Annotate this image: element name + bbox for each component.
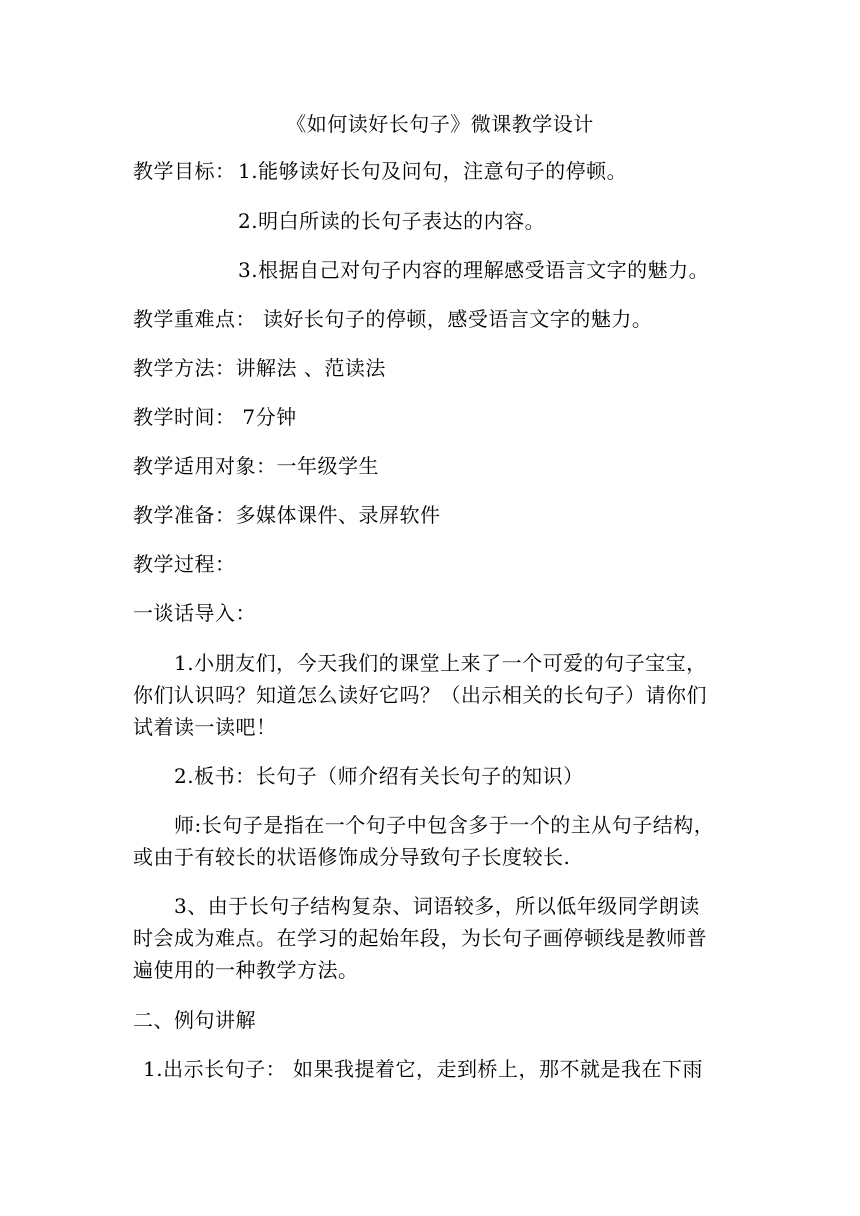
section-2-paragraph-1: 1.出示长句子： 如果我提着它，走到桥上，那不就是我在下雨 (143, 1057, 703, 1081)
teaching-time: 教学时间： 7分钟 (133, 405, 297, 429)
objective-item-3: 3.根据自己对句子内容的理解感受语言文字的魅力。 (238, 258, 710, 282)
teaching-methods: 教学方法：讲解法 、范读法 (133, 356, 386, 380)
section-1-heading: 一谈话导入： (133, 601, 256, 625)
objective-item-1: 1.能够读好长句及问句，注意句子的停顿。 (238, 159, 628, 183)
objectives-label: 教学目标： (133, 159, 236, 183)
key-points: 教学重难点： 读好长句子的停顿，感受语言文字的魅力。 (133, 307, 653, 331)
section-1-paragraph-4-line-2: 时会成为难点。在学习的起始年段，为长句子画停顿线是教师普 (133, 926, 707, 950)
section-1-paragraph-1-line-2: 你们认识吗？知道怎么读好它吗？（出示相关的长句子）请你们 (133, 683, 707, 707)
teaching-preparation: 教学准备：多媒体课件、录屏软件 (133, 503, 441, 527)
section-1-paragraph-4-line-1: 3、由于长句子结构复杂、词语较多，所以低年级同学朗读 (174, 894, 700, 918)
section-1-paragraph-2: 2.板书：长句子（师介绍有关长句子的知识） (174, 764, 584, 788)
section-1-paragraph-3-line-2: 或由于有较长的状语修饰成分导致句子长度较长. (133, 845, 571, 869)
section-1-paragraph-3-line-1: 师:长句子是指在一个句子中包含多于一个的主从句子结构， (174, 813, 715, 837)
section-1-paragraph-1-line-3: 试着读一读吧！ (133, 715, 277, 739)
objective-item-2: 2.明白所读的长句子表达的内容。 (238, 209, 546, 233)
section-1-paragraph-4-line-3: 遍使用的一种教学方法。 (133, 958, 359, 982)
document-title: 《如何读好长句子》微课教学设计 (286, 112, 594, 136)
section-1-paragraph-1-line-1: 1.小朋友们，今天我们的课堂上来了一个可爱的句子宝宝， (174, 651, 707, 675)
section-2-heading: 二、例句讲解 (133, 1008, 256, 1032)
target-audience: 教学适用对象：一年级学生 (133, 454, 379, 478)
process-label: 教学过程： (133, 552, 236, 576)
